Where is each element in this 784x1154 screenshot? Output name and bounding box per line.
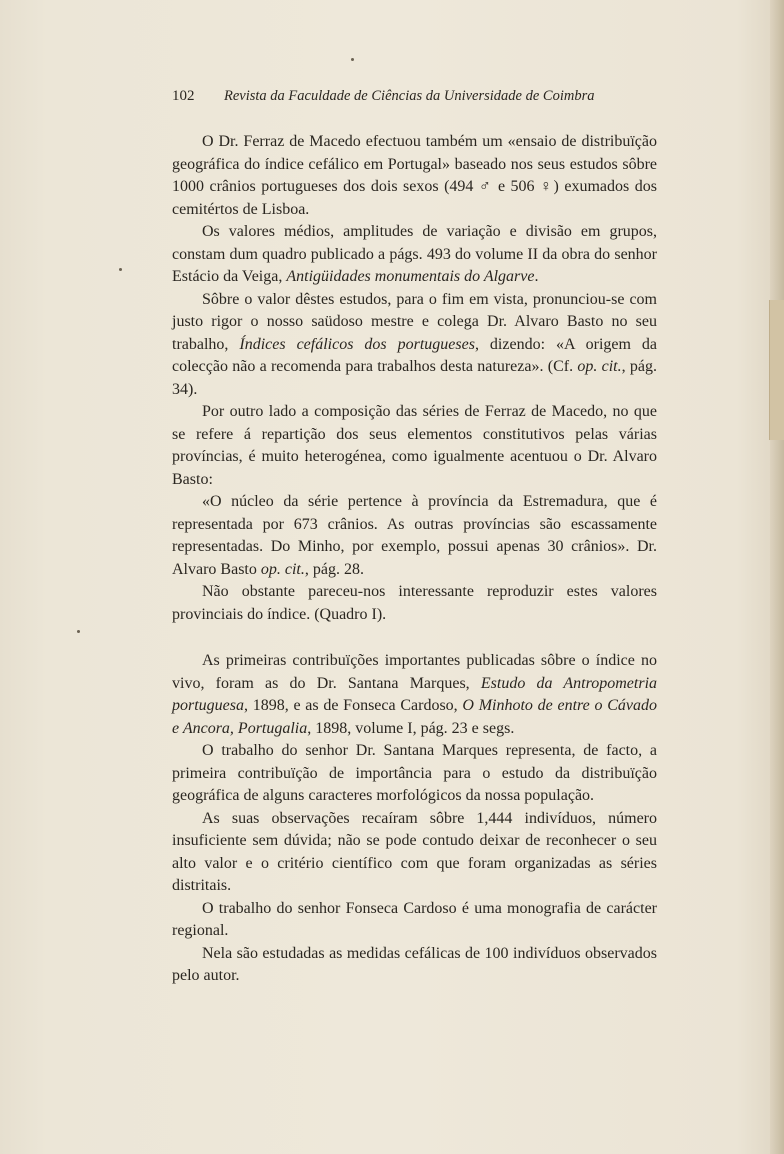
text-run: , pág. 34). [172,358,657,398]
paragraph [172,581,657,626]
journal-title: Revista da Faculdade de Ciências da Universidade de Coimbra [224,88,595,104]
italic-text-run: Estudo da Antropometria portuguesa [172,674,658,714]
paragraph [172,221,657,289]
text-run: As primeiras contribuïções importantes publicadas sôbre o índice no vivo, foram as do Dr. Santana Marques, [172,652,657,692]
speck-mark [351,58,354,61]
text-run: O trabalho do senhor Dr. Santana Marques representa, de facto, a primeira contribuïção de importância para o estudo da distribuïção geográfica de alguns caracteres morfológicos da nossa população. [172,742,657,804]
paragraph [172,491,657,581]
text-run: . [534,268,539,285]
body-text [172,131,657,988]
paragraph [172,289,657,402]
text-run: As suas observações recaíram sôbre 1,444 indivíduos, número insuficiente sem dúvida; não se pode contudo deixar de reconhecer o seu alto valor e o critério científico com que foram organizadas as séries distritais. [172,809,657,894]
text-run: «O núcleo da série pertence à província da Estremadura, que é representada por 673 crânios. As outras províncias são escassamente representadas. Do Minho, por exemplo, possui apenas 30 crânios». Dr. Alvaro Basto [172,493,657,578]
text-run: , dizendo: «A origem da colecção não a recomenda para trabalhos desta natureza». (Cf. [172,335,658,375]
paragraph [172,898,657,943]
page-number: 102 [172,88,195,104]
text-run: Sôbre o valor dêstes estudos, para o fim em vista, pronunciou-se com justo rigor o nosso saüdoso mestre e colega Dr. Alvaro Basto no seu trabalho, [172,290,657,353]
text-run: Os valores médios, amplitudes de variação e divisão em grupos, constam dum quadro publicado a págs. 493 do volume [172,223,657,263]
paragraph [172,401,657,491]
text-run: , 1898, e as de Fonseca Cardoso, [244,697,463,714]
text-run: , pág. 23 e segs. [412,719,515,737]
running-header [172,86,624,106]
text-run: Por outro lado a composição das séries de Ferraz de Macedo, no que se refere á repartição dos seus elementos constitutivos pelas várias províncias, é muito heterogénea, como igualmente acentuou o Dr. Alvaro Basto: [172,403,657,488]
page-tab-mark [769,300,784,440]
italic-text-run: op. cit. [260,560,305,578]
italic-text-run: op. cit. [577,358,622,375]
paragraph [172,131,657,221]
paragraph [172,650,657,740]
page-edge [770,0,784,1154]
paragraph [172,808,657,898]
speck-mark [77,630,80,633]
text-run: Não obstante pareceu-nos interessante reproduzir estes valores provinciais do índice. (Quadro I). [172,583,657,623]
italic-text-run: Índices cefálicos dos portugueses [239,335,475,353]
italic-text-run: Antigüidades monumentais do Algarve [286,268,535,285]
text-run: I [407,719,413,737]
text-run: O trabalho do senhor Fonseca Cardoso é uma monografia de carácter regional. [172,899,657,939]
text-run: II [527,245,539,263]
paragraph [172,943,657,988]
text-run: da obra do senhor Estácio da Veiga, [172,245,657,285]
text-run: , pág. 28. [304,560,364,578]
paragraph [172,740,657,808]
text-run: , 1898, volume [307,719,408,737]
italic-text-run: O Minhoto de entre o Cávado e Ancora, Portugalia [172,697,657,737]
text-run: Nela são estudadas as medidas cefálicas de 100 indivíduos observados pelo autor. [172,944,657,984]
text-run: O Dr. Ferraz de Macedo efectuou também um «ensaio de distribuïção geográfica do índice cefálico em Portugal» baseado nos seus estudos sôbre 1000 crânios portugueses dos dois sexos (494 ♂ e 506 ♀) exumados dos cemitértos de Lisboa. [172,133,657,218]
speck-mark [119,268,122,271]
